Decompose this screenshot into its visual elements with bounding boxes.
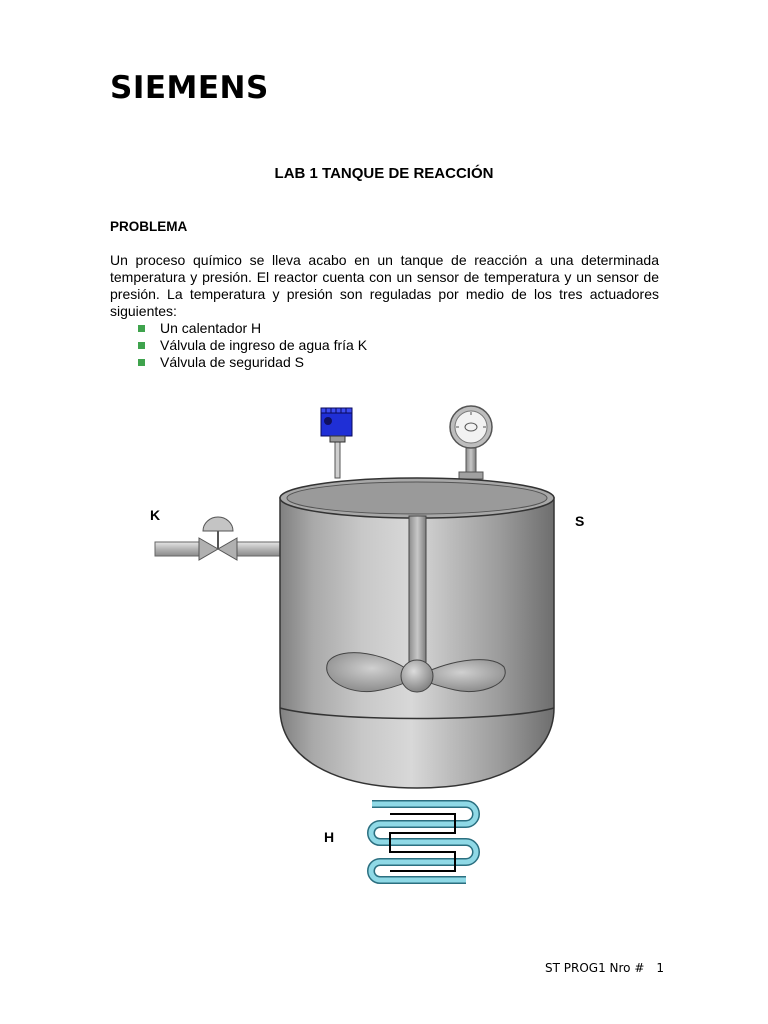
bullet-square-icon <box>138 325 145 332</box>
page-title: LAB 1 TANQUE DE REACCIÓN <box>274 165 494 182</box>
bullet-square-icon <box>138 359 145 366</box>
inlet-valve-icon <box>155 517 282 560</box>
list-item-text: Válvula de seguridad S <box>160 354 304 370</box>
reactor-drawing <box>0 390 768 910</box>
siemens-logo: SIEMENS <box>110 70 269 106</box>
section-heading: PROBLEMA <box>110 219 188 234</box>
page-number: 1 <box>656 961 665 975</box>
label-valve-k: K <box>150 507 161 523</box>
list-item-text: Válvula de ingreso de agua fría K <box>160 337 368 353</box>
heater-coil-icon <box>371 804 476 880</box>
list-item-text: Un calentador H <box>160 320 262 336</box>
bullet-square-icon <box>138 342 145 349</box>
reactor-diagram <box>0 390 768 910</box>
temperature-sensor-icon <box>321 408 352 478</box>
list-item <box>138 354 367 371</box>
problem-paragraph: Un proceso químico se lleva acabo en un tanque de reacción a una determinada temperatura y presión. El reactor cuenta con un sensor de temperatura y un sensor de presión. La temperatura y presión son reguladas por medio de los tres actuadores siguientes: <box>110 252 659 319</box>
actuator-list <box>138 320 367 371</box>
pressure-gauge-icon <box>450 406 492 479</box>
list-item <box>138 320 367 337</box>
label-valve-s: S <box>575 513 585 529</box>
list-item <box>138 337 367 354</box>
label-heater-h: H <box>324 829 335 845</box>
footer-text: ST PROG1 Nro # <box>545 961 645 975</box>
page-footer <box>545 961 664 975</box>
